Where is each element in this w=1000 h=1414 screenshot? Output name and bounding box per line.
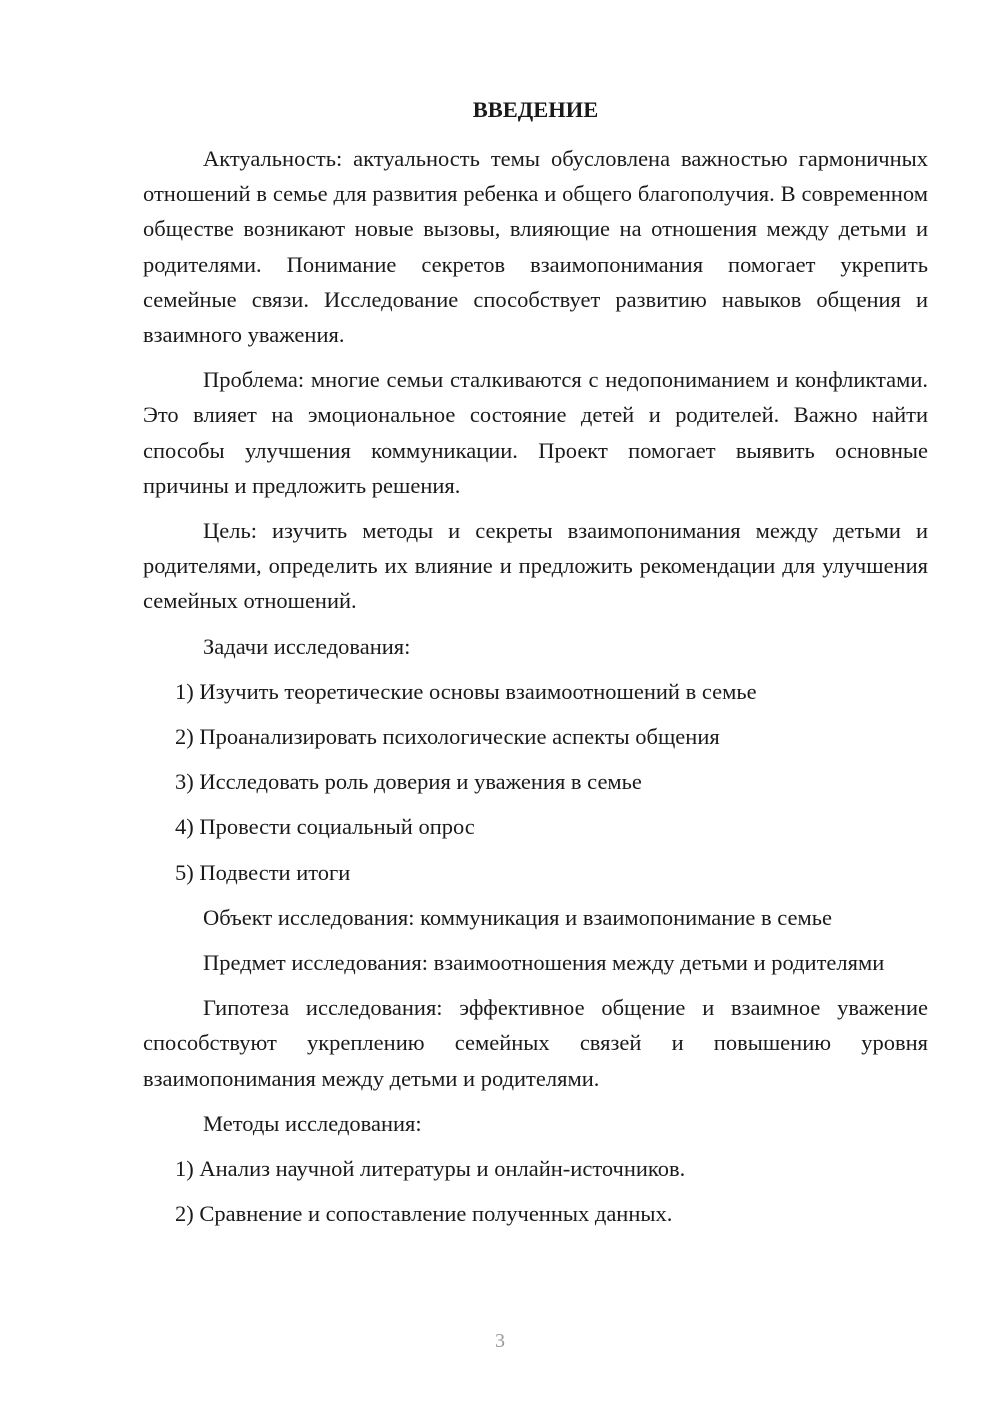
method-item: 2) Сравнение и сопоставление полученных данных. xyxy=(175,1201,673,1227)
page-number: 3 xyxy=(495,1330,505,1352)
problem-paragraph: Проблема: многие семьи сталкиваются с недопониманием и конфликтами. Это влияет на эмоциональное состояние детей и родителей. Важно найти способы улучшения коммуникации. Проект помогает выявить основные причины и предложить решения. xyxy=(143,367,928,498)
tasks-heading: Задачи исследования: xyxy=(203,633,411,659)
subject-paragraph: Предмет исследования: взаимоотношения между детьми и родителями xyxy=(203,950,885,976)
method-item: 1) Анализ научной литературы и онлайн-источников. xyxy=(175,1156,686,1182)
task-item: 5) Подвести итоги xyxy=(175,859,351,885)
task-item: 1) Изучить теоретические основы взаимоотношений в семье xyxy=(175,678,757,704)
goal-paragraph: Цель: изучить методы и секреты взаимопонимания между детьми и родителями, определить их влияние и предложить рекомендации для улучшения семейных отношений. xyxy=(143,518,928,614)
page-content xyxy=(143,92,928,1241)
methods-heading: Методы исследования: xyxy=(203,1110,422,1136)
task-item: 2) Проанализировать психологические аспекты общения xyxy=(175,724,720,750)
object-paragraph: Объект исследования: коммуникация и взаимопонимание в семье xyxy=(203,904,832,930)
task-item: 3) Исследовать роль доверия и уважения в семье xyxy=(175,769,642,795)
relevance-paragraph: Актуальность: актуальность темы обусловлена важностью гармоничных отношений в семье для развития ребенка и общего благополучия. В современном обществе возникают новые вызовы, влияющие на отношения между детьми и родителями. Понимание секретов взаимопонимания помогает укрепить семейные связи. Исследование способствует развитию навыков общения и взаимного уважения. xyxy=(143,146,928,348)
hypothesis-paragraph: Гипотеза исследования: эффективное общение и взаимное уважение способствуют укреплению семейных связей и повышению уровня взаимопонимания между детьми и родителями. xyxy=(143,995,928,1091)
task-item: 4) Провести социальный опрос xyxy=(175,814,475,840)
section-title: ВВЕДЕНИЕ xyxy=(472,97,599,122)
